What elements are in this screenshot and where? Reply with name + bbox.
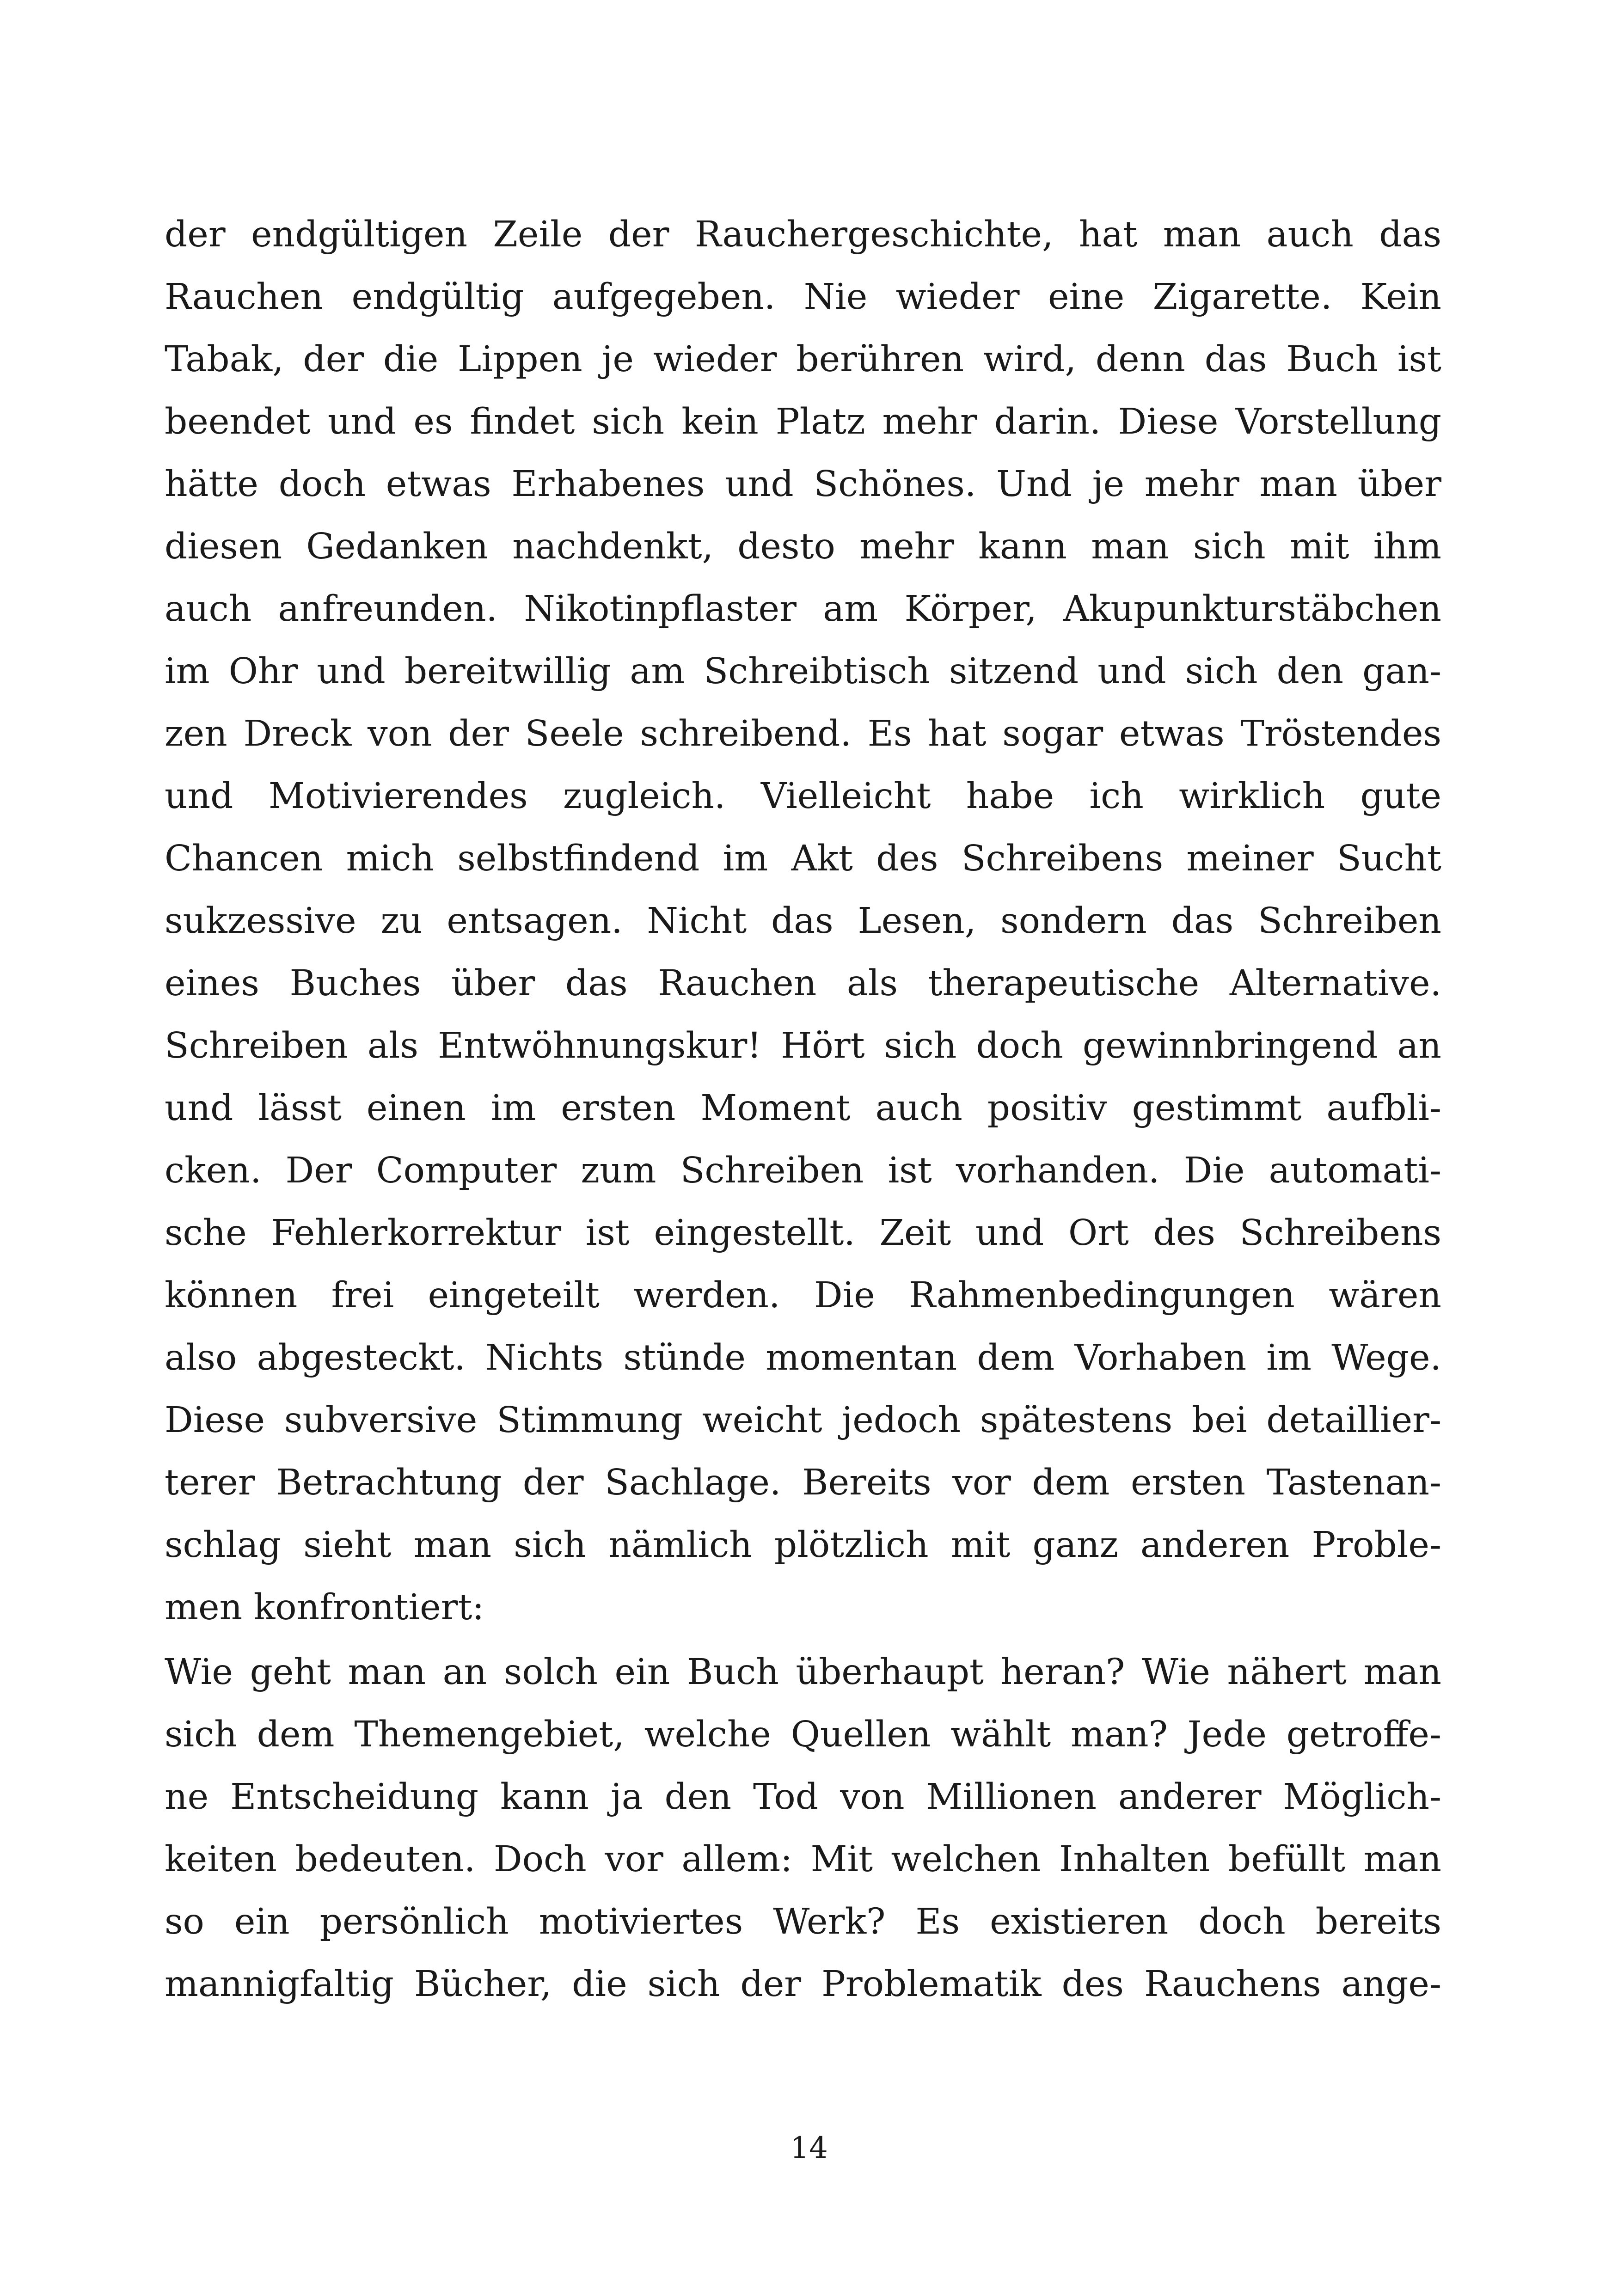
text-line: keiten bedeuten. Doch vor allem: Mit welchen Inhalten befüllt man (165, 1839, 1441, 1880)
text-line: können frei eingeteilt werden. Die Rahmenbedingungen wären (165, 1275, 1441, 1316)
text-line: schlag sieht man sich nämlich plötzlich mit ganz anderen Proble- (165, 1525, 1441, 1566)
text-line: und lässt einen im ersten Moment auch positiv gestimmt aufbli- (165, 1088, 1441, 1129)
text-line: und Motivierendes zugleich. Vielleicht habe ich wirklich gute (165, 776, 1441, 817)
text-line: sich dem Themengebiet, welche Quellen wählt man? Jede getroffe- (165, 1714, 1441, 1755)
text-line: also abgesteckt. Nichts stünde momentan dem Vorhaben im Wege. (165, 1337, 1441, 1378)
text-line: sche Fehlerkorrektur ist eingestellt. Zeit und Ort des Schreibens (165, 1212, 1441, 1254)
text-line: Diese subversive Stimmung weicht jedoch spätestens bei detaillier- (165, 1400, 1441, 1441)
text-line: Chancen mich selbstfindend im Akt des Schreibens meiner Sucht (165, 838, 1441, 879)
text-line: terer Betrachtung der Sachlage. Bereits vor dem ersten Tastenan- (165, 1462, 1441, 1503)
text-line: Wie geht man an solch ein Buch überhaupt heran? Wie nähert man (165, 1652, 1441, 1693)
text-line: mannigfaltig Bücher, die sich der Problematik des Rauchens ange- (165, 1964, 1441, 2005)
text-line: beendet und es findet sich kein Platz mehr darin. Diese Vorstellung (165, 401, 1441, 442)
text-line: Rauchen endgültig aufgegeben. Nie wieder eine Zigarette. Kein (165, 276, 1441, 318)
text-line: hätte doch etwas Erhabenes und Schönes. Und je mehr man über (165, 464, 1441, 505)
page-number: 14 (790, 2131, 828, 2165)
text-line: im Ohr und bereitwillig am Schreibtisch sitzend und sich den gan- (165, 651, 1441, 692)
text-line: ne Entscheidung kann ja den Tod von Millionen anderer Möglich- (165, 1776, 1441, 1818)
paragraph-2 (165, 1641, 1441, 2015)
text-line: der endgültigen Zeile der Rauchergeschichte, hat man auch das (165, 214, 1441, 255)
text-line: Tabak, der die Lippen je wieder berühren wird, denn das Buch ist (165, 339, 1441, 380)
text-line: auch anfreunden. Nikotinpflaster am Körper, Akupunkturstäbchen (165, 588, 1441, 630)
paragraph-1 (165, 203, 1441, 1639)
text-line: diesen Gedanken nachdenkt, desto mehr kann man sich mit ihm (165, 526, 1441, 567)
text-line: zen Dreck von der Seele schreibend. Es hat sogar etwas Tröstendes (165, 713, 1441, 754)
text-line: men konfrontiert: (165, 1587, 484, 1628)
text-line: Schreiben als Entwöhnungskur! Hört sich doch gewinnbringend an (165, 1025, 1441, 1066)
text-line: eines Buches über das Rauchen als therapeutische Alternative. (165, 963, 1441, 1004)
text-line: so ein persönlich motiviertes Werk? Es existieren doch bereits (165, 1901, 1441, 1942)
text-line: cken. Der Computer zum Schreiben ist vorhanden. Die automati- (165, 1150, 1441, 1191)
text-line: sukzessive zu entsagen. Nicht das Lesen, sondern das Schreiben (165, 900, 1441, 942)
